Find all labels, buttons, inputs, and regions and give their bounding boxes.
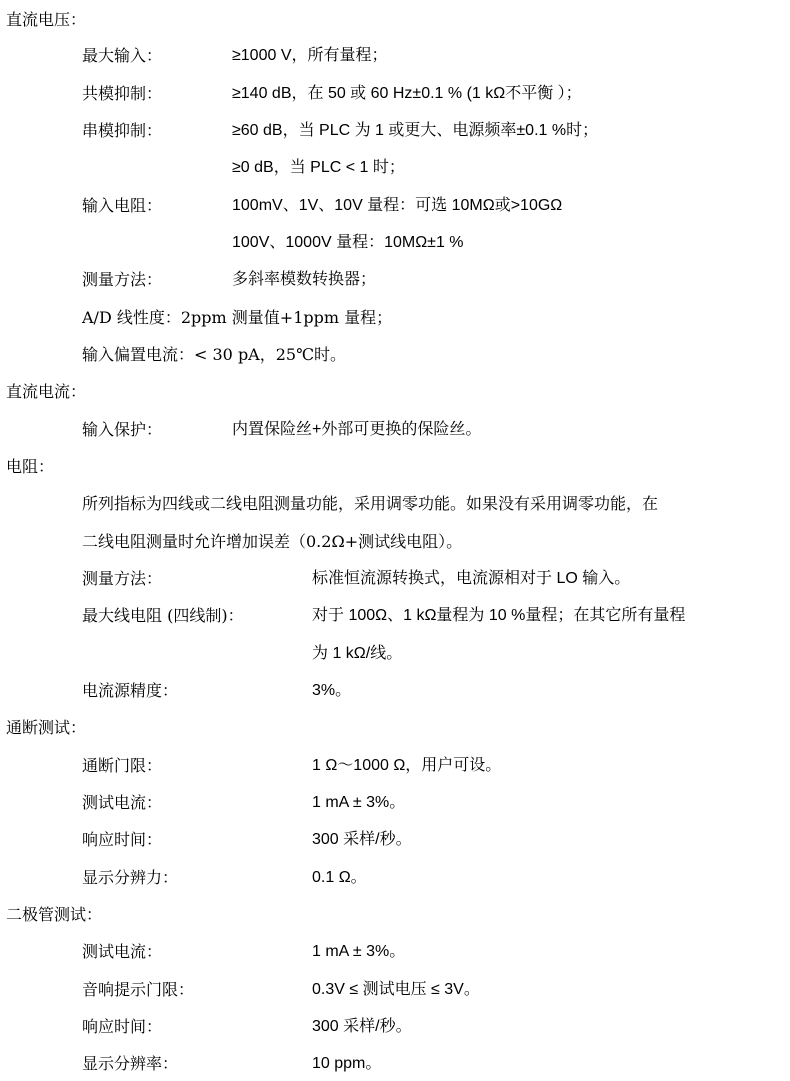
row-value-max-lead-resistance-cont: 为 1 kΩ/线。 [312, 645, 403, 662]
row-label-input-resistance: 输入电阻： [82, 196, 163, 215]
resistance-paragraph-line-2: 二线电阻测量时允许增加误差（0.2Ω+测试线电阻）。 [82, 532, 463, 551]
row-value-response-time: 300 采样/秒。 [312, 831, 412, 848]
row-value-diode-response-time: 300 采样/秒。 [312, 1018, 412, 1035]
row-value-input-resistance-low: 100mV、1V、10V 量程：可选 10MΩ或>10GΩ [232, 197, 563, 214]
row-label-current-source-accuracy: 电流源精度： [82, 681, 179, 700]
row-label-cmrr: 共模抑制： [82, 84, 163, 103]
row-value-test-current: 1 mA ± 3%。 [312, 794, 406, 811]
row-label-res-method: 测量方法： [82, 569, 163, 588]
row-label-beeper-threshold: 音响提示门限： [82, 980, 195, 999]
section-title-diode-test: 二极管测试： [6, 905, 103, 924]
bias-current-line: 输入偏置电流：< 30 pA，25℃时。 [82, 345, 346, 364]
row-value-display-resolution: 0.1 Ω。 [312, 869, 367, 886]
row-label-display-resolution: 显示分辨力： [82, 868, 179, 887]
section-title-dc-voltage: 直流电压： [6, 10, 87, 29]
row-label-input-protection: 输入保护： [82, 420, 163, 439]
row-label-max-lead-resistance: 最大线电阻 (四线制)： [82, 606, 244, 625]
row-value-diode-display-resolution: 10 ppm。 [312, 1055, 382, 1072]
linearity-line: A/D 线性度：2ppm 测量值+1ppm 量程； [82, 308, 393, 327]
row-value-input-protection: 内置保险丝+外部可更换的保险丝。 [232, 421, 482, 438]
row-label-test-current: 测试电流： [82, 793, 163, 812]
row-label-method: 测量方法： [82, 270, 163, 289]
row-value-input-resistance-high: 100V、1000V 量程：10MΩ±1 % [232, 234, 464, 251]
row-value-nmrr: ≥60 dB，当 PLC 为 1 或更大、电源频率±0.1 %时； [232, 122, 599, 139]
section-title-continuity: 通断测试： [6, 718, 87, 737]
row-label-diode-display-resolution: 显示分辨率： [82, 1054, 179, 1073]
row-value-current-source-accuracy: 3%。 [312, 682, 352, 699]
row-value-res-method: 标准恒流源转换式，电流源相对于 LO 输入。 [312, 570, 631, 587]
resistance-paragraph-line-1: 所列指标为四线或二线电阻测量功能，采用调零功能。如果没有采用调零功能，在 [82, 494, 659, 513]
row-label-nmrr: 串模抑制： [82, 121, 163, 140]
row-label-diode-response-time: 响应时间： [82, 1017, 163, 1036]
row-value-max-input: ≥1000 V，所有量程； [232, 47, 388, 64]
row-value-beeper-threshold: 0.3V ≤ 测试电压 ≤ 3V。 [312, 981, 480, 998]
row-label-response-time: 响应时间： [82, 830, 163, 849]
row-value-continuity-threshold: 1 Ω～1000 Ω，用户可设。 [312, 757, 502, 774]
row-label-diode-test-current: 测试电流： [82, 942, 163, 961]
row-value-max-lead-resistance: 对于 100Ω、1 kΩ量程为 10 %量程；在其它所有量程 [312, 607, 686, 624]
row-label-continuity-threshold: 通断门限： [82, 756, 163, 775]
row-value-cmrr: ≥140 dB，在 50 或 60 Hz±0.1 % (1 kΩ不平衡 ）； [232, 85, 582, 102]
row-label-max-input: 最大输入： [82, 46, 163, 65]
section-title-dc-current: 直流电流： [6, 382, 87, 401]
row-value-method: 多斜率模数转换器； [232, 271, 377, 288]
row-value-nmrr-low-plc: ≥0 dB，当 PLC < 1 时； [232, 159, 405, 176]
section-title-resistance: 电阻： [6, 457, 55, 476]
row-value-diode-test-current: 1 mA ± 3%。 [312, 943, 406, 960]
